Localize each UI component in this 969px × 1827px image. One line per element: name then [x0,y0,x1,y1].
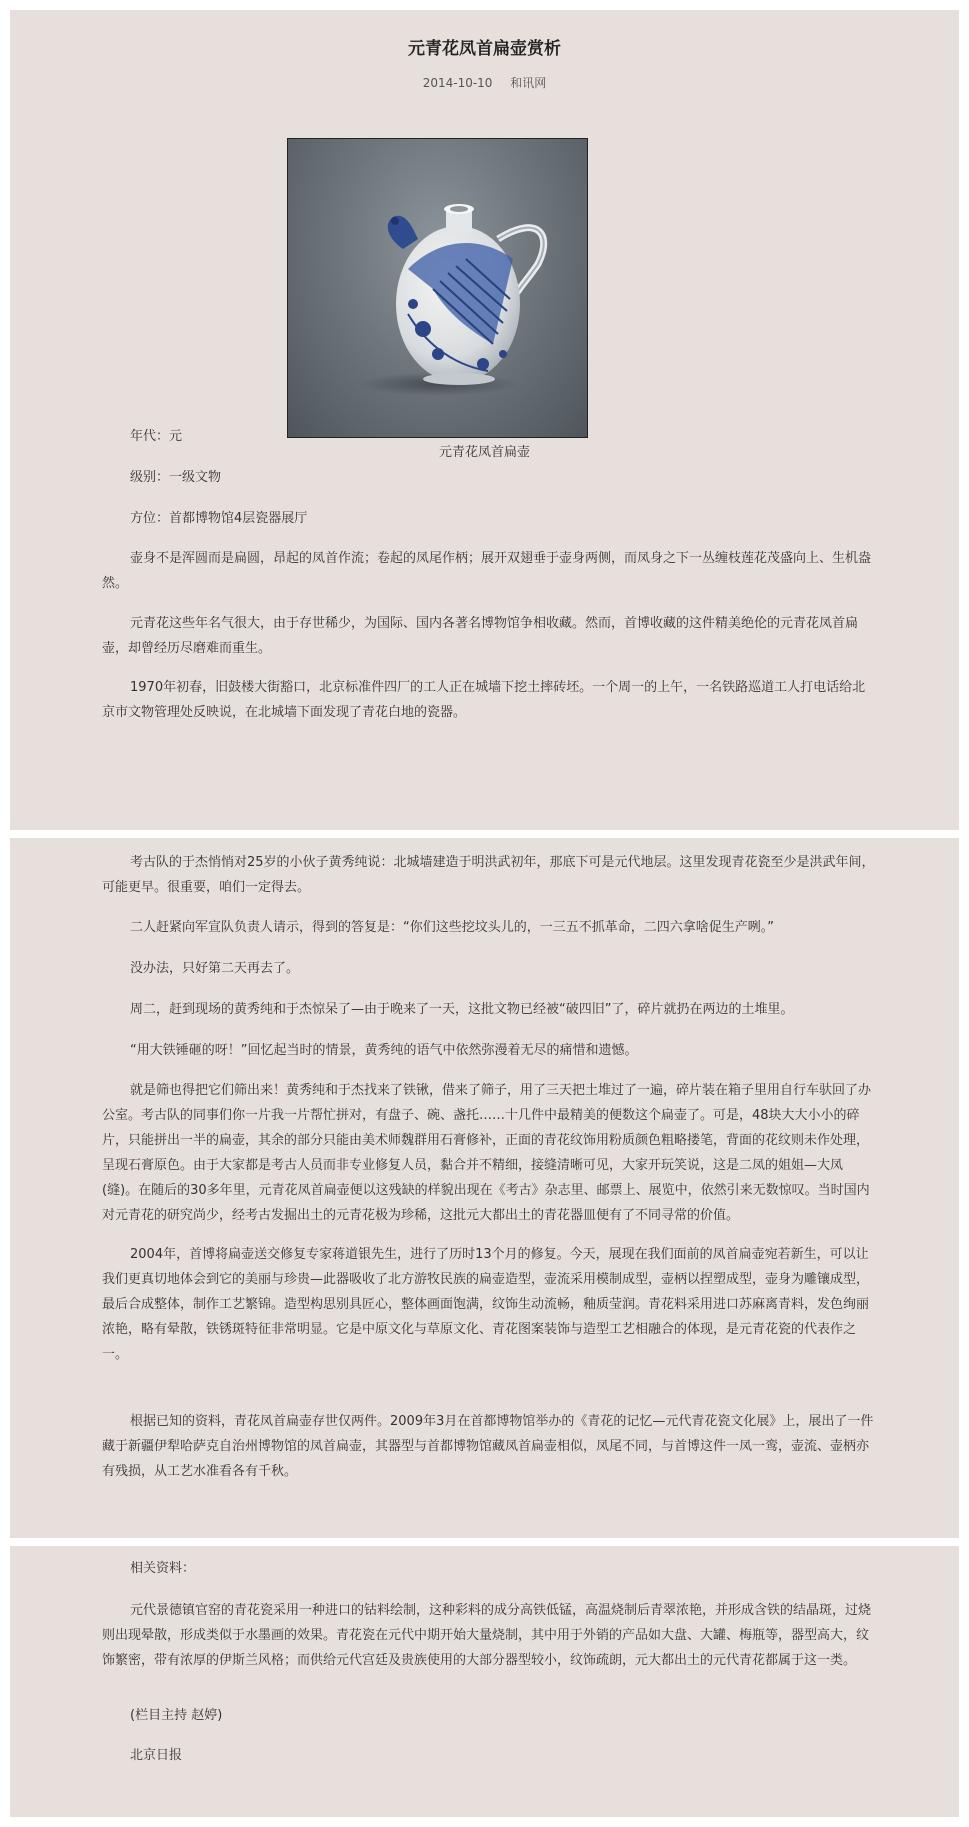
paragraph-description: 壶身不是浑圆而是扁圆，昂起的凤首作流；卷起的凤尾作柄；展开双翅垂于壶身两侧，而凤身之下一丛缠枝莲花茂盛向上、生机盎然。 [102,551,872,591]
paragraph-editor: (栏目主持 赵婷) [130,1708,223,1723]
paragraph-next-day: 没办法，只好第二天再去了。 [130,961,300,976]
paragraph-grade: 级别：一级文物 [130,470,222,485]
paragraph-fame: 元青花这些年名气很大，由于存世稀少，为国际、国内各著名博物馆争相收藏。然而，首博收藏的这件精美绝伦的元青花凤首扁壶，却曾经历尽磨难而重生。 [102,616,859,656]
paragraph-archaeology-team: 考古队的于杰悄悄对25岁的小伙子黄秀纯说：北城墙建造于明洪武初年，那底下可是元代地层。这里发现青花瓷至少是洪武年间，可能更早。很重要，咱们一定得去。 [102,855,875,895]
article-image [287,138,588,438]
article-source: 和讯网 [510,76,547,90]
article-meta [10,74,959,91]
paragraph-related-info: 元代景德镇官窑的青花瓷采用一种进口的钴料绘制，这种彩料的成分高铁低锰，高温烧制后青翠浓艳，并形成含铁的结晶斑，过烧则出现晕散，形成类似于水墨画的效果。青花瓷在元代中期开始大量烧制，其中用于外销的产品如大盘、大罐、梅瓶等，器型高大，纹饰繁密，带有浓厚的伊斯兰风格；而供给元代宫廷及贵族使用的大部分器型较小，纹饰疏朗，元大都出土的元代青花都属于这一类。 [102,1603,872,1668]
article-date: 2014-10-10 [422,76,493,90]
article-panel-3 [10,1546,959,1817]
paragraph-request: 二人赶紧向军宣队负责人请示，得到的答复是：“你们这些挖坟头儿的，一三五不抓革命，二四六拿啥促生产咧。” [130,920,774,935]
paragraph-restoration-history: 就是筛也得把它们筛出来！黄秀纯和于杰找来了铁锹，借来了筛子，用了三天把土堆过了一遍，碎片装在箱子里用自行车驮回了办公室。考古队的同事们你一片我一片帮忙拼对，有盘子、碗、盏托……十几件中最精美的便数这个扁壶了。可是，48块大大小小的碎片，只能拼出一半的扁壶，其余的部分只能由美术师魏群用石膏修补，正面的青花纹饰用粉质颜色粗略搂笔，背面的花纹则未作处理，呈现石膏原色。由于大家都是考古人员而非专业修复人员，黏合并不精细，接缝清晰可见，大家开玩笑说，这是二凤的姐姐—大凤(缝)。在随后的30多年里，元青花凤首扁壶便以这残缺的样貌出现在《考古》杂志里、邮票上、展览中，依然引来无数惊叹。当时国内对元青花的研究尚少，经考古发掘出土的元青花极为珍稀，这批元大都出土的青花器皿便有了不同寻常的价值。 [102,1083,872,1223]
paragraph-hammer: “用大铁锤砸的呀！”回忆起当时的情景，黄秀纯的语气中依然弥漫着无尽的痛惜和遗憾。 [130,1043,638,1058]
porcelain-flask-illustration [288,139,587,437]
paragraph-surviving-pieces: 根据已知的资料，青花凤首扁壶存世仅两件。2009年3月在首都博物馆举办的《青花的记忆—元代青花瓷文化展》上，展出了一件藏于新疆伊犁哈萨克自治州博物馆的凤首扁壶，其器型与首都博物馆藏凤首扁壶相似，凤尾不同，与首博这件一凤一鸾，壶流、壶柄亦有残损，从工艺水准看各有千秋。 [102,1414,874,1479]
paragraph-location: 方位：首都博物馆4层瓷器展厅 [130,511,308,526]
paragraph-related-heading: 相关资料： [130,1561,196,1576]
article-panel-2 [10,838,959,1538]
paragraph-discovery: 1970年初春，旧鼓楼大街豁口，北京标准件四厂的工人正在城墙下挖土摔砖坯。一个周一的上午，一名铁路巡道工人打电话给北京市文物管理处反映说，在北城墙下面发现了青花白地的瓷器。 [102,680,866,720]
paragraph-publication: 北京日报 [130,1748,183,1763]
image-caption: 元青花凤首扁壶 [438,445,530,460]
paragraph-2004-repair: 2004年，首博将扁壶送交修复专家蒋道银先生，进行了历时13个月的修复。今天，展现在我们面前的凤首扁壶宛若新生，可以让我们更真切地体会到它的美丽与珍贵—此器吸收了北方游牧民族的扁壶造型，壶流采用模制成型，壶柄以捏塑成型，壶身为雕镶成型，最后合成整体，制作工艺繁锦。造型构思别具匠心，整体画面饱满，纹饰生动流畅，釉质莹润。青花料采用进口苏麻离青料，发色绚丽浓艳，略有晕散，铁锈斑特征非常明显。它是中原文化与草原文化、青花图案装饰与造型工艺相融合的体现，是元青花瓷的代表作之一。 [102,1247,870,1362]
article-panel-1 [10,10,959,830]
paragraph-tuesday: 周二，赶到现场的黄秀纯和于杰惊呆了—由于晚来了一天，这批文物已经被“破四旧”了，碎片就扔在两边的土堆里。 [130,1002,794,1017]
article-title: 元青花凤首扁壶赏析 [408,39,561,59]
paragraph-era: 年代：元 [130,429,183,444]
